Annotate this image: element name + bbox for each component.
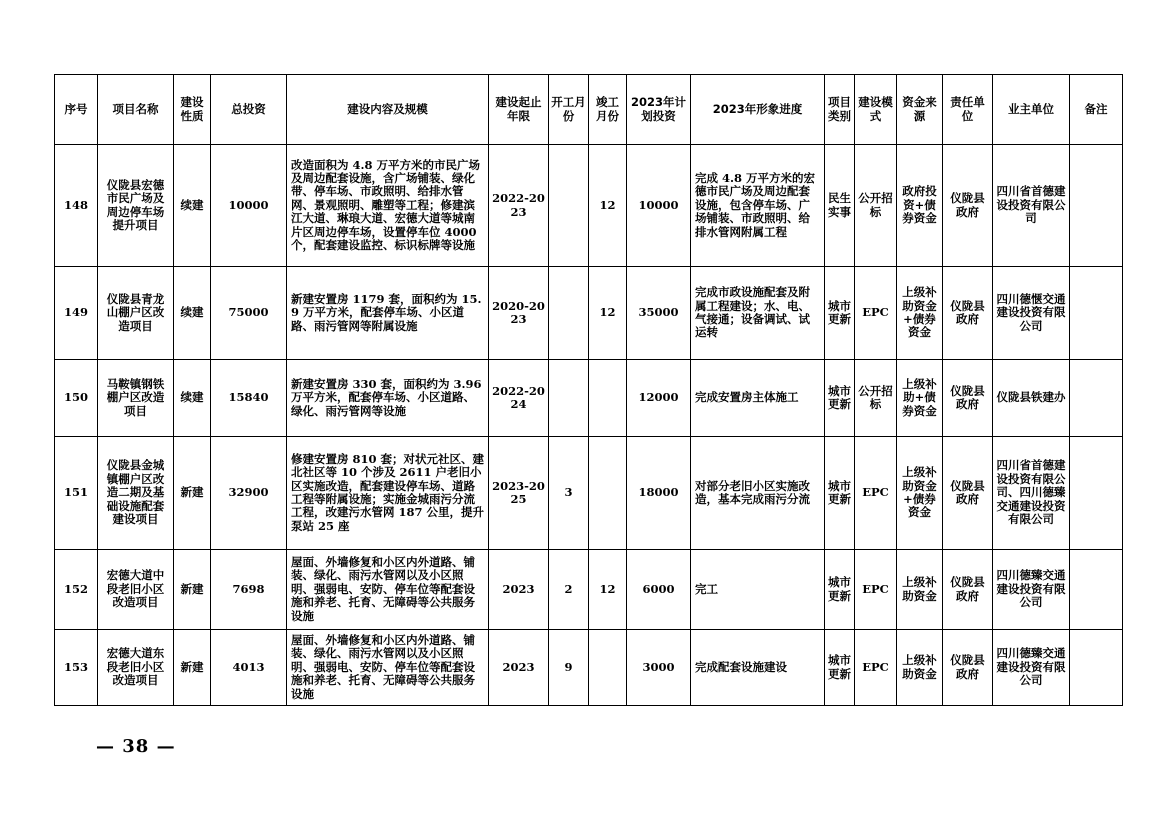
header-mode: 建设模式 (855, 75, 897, 145)
header-total: 总投资 (211, 75, 287, 145)
cell-remark (1070, 360, 1123, 437)
cell-category: 城市更新 (825, 630, 855, 706)
table-row (55, 267, 1123, 360)
cell-owner: 四川省首德建设投资有限公司、四川德臻交通建设投资有限公司 (993, 437, 1070, 550)
cell-nature: 续建 (174, 267, 211, 360)
cell-content: 修建安置房 810 套；对状元社区、建北社区等 10 个涉及 2611 户老旧小区实施改造，配套建设停车场、道路工程等附属设施；实施金城雨污分流工程，改建污水管网 187 公里，提升泵站 25 座 (287, 437, 489, 550)
header-plan2023: 2023年计划投资 (627, 75, 691, 145)
cell-resp: 仪陇县政府 (943, 360, 993, 437)
cell-fund: 上级补助资金 (897, 630, 943, 706)
header-period: 建设起止年限 (489, 75, 549, 145)
cell-progress: 完成市政设施配套及附属工程建设；水、电、气接通；设备调试、试运转 (691, 267, 825, 360)
header-remark: 备注 (1070, 75, 1123, 145)
header-resp: 责任单位 (943, 75, 993, 145)
cell-owner: 四川德臻交通建设投资有限公司 (993, 550, 1070, 630)
cell-nature: 续建 (174, 360, 211, 437)
cell-start-month: 2 (549, 550, 589, 630)
cell-owner: 四川德臻交通建设投资有限公司 (993, 630, 1070, 706)
cell-category: 城市更新 (825, 437, 855, 550)
cell-resp: 仪陇县政府 (943, 145, 993, 267)
cell-resp: 仪陇县政府 (943, 550, 993, 630)
project-table (54, 74, 1123, 706)
cell-resp: 仪陇县政府 (943, 630, 993, 706)
cell-remark (1070, 630, 1123, 706)
cell-period: 2023-2025 (489, 437, 549, 550)
cell-name: 马鞍镇钢铁棚户区改造项目 (98, 360, 174, 437)
header-name: 项目名称 (98, 75, 174, 145)
cell-fund: 上级补助资金+债券资金 (897, 437, 943, 550)
cell-content: 新建安置房 1179 套，面积约为 15.9 万平方米，配套停车场、小区道路、雨污管网等附属设施 (287, 267, 489, 360)
header-seq: 序号 (55, 75, 98, 145)
cell-progress: 完成 4.8 万平方米的宏德市民广场及周边配套设施，包含停车场、广场铺装、市政照明、给排水管网附属工程 (691, 145, 825, 267)
cell-owner: 四川德惬交通建设投资有限公司 (993, 267, 1070, 360)
cell-nature: 续建 (174, 145, 211, 267)
cell-progress: 完成安置房主体施工 (691, 360, 825, 437)
cell-end-month (589, 437, 627, 550)
cell-period: 2022-2023 (489, 145, 549, 267)
cell-name: 仪陇县宏德市民广场及周边停车场提升项目 (98, 145, 174, 267)
cell-name: 宏德大道中段老旧小区改造项目 (98, 550, 174, 630)
cell-name: 仪陇县青龙山棚户区改造项目 (98, 267, 174, 360)
cell-mode: EPC (855, 550, 897, 630)
cell-plan2023: 6000 (627, 550, 691, 630)
cell-total: 32900 (211, 437, 287, 550)
header-owner: 业主单位 (993, 75, 1070, 145)
cell-remark (1070, 145, 1123, 267)
header-start-month: 开工月份 (549, 75, 589, 145)
cell-resp: 仪陇县政府 (943, 437, 993, 550)
header-content: 建设内容及规模 (287, 75, 489, 145)
cell-total: 75000 (211, 267, 287, 360)
cell-owner: 四川省首德建设投资有限公司 (993, 145, 1070, 267)
cell-mode: EPC (855, 630, 897, 706)
cell-end-month (589, 630, 627, 706)
cell-seq: 153 (55, 630, 98, 706)
cell-total: 4013 (211, 630, 287, 706)
cell-progress: 完成配套设施建设 (691, 630, 825, 706)
cell-content: 屋面、外墙修复和小区内外道路、铺装、绿化、雨污水管网以及小区照明、强弱电、安防、停车位等配套设施和养老、托育、无障碍等公共服务设施 (287, 550, 489, 630)
cell-seq: 152 (55, 550, 98, 630)
header-nature: 建设性质 (174, 75, 211, 145)
cell-period: 2020-2023 (489, 267, 549, 360)
cell-end-month: 12 (589, 550, 627, 630)
header-category: 项目类别 (825, 75, 855, 145)
cell-fund: 上级补助资金+债券资金 (897, 267, 943, 360)
table-row (55, 360, 1123, 437)
cell-period: 2022-2024 (489, 360, 549, 437)
cell-category: 民生实事 (825, 145, 855, 267)
cell-remark (1070, 437, 1123, 550)
cell-category: 城市更新 (825, 267, 855, 360)
cell-period: 2023 (489, 550, 549, 630)
cell-seq: 148 (55, 145, 98, 267)
cell-mode: EPC (855, 437, 897, 550)
cell-total: 10000 (211, 145, 287, 267)
cell-plan2023: 12000 (627, 360, 691, 437)
cell-total: 15840 (211, 360, 287, 437)
cell-fund: 政府投资+债券资金 (897, 145, 943, 267)
cell-mode: 公开招标 (855, 145, 897, 267)
cell-start-month: 9 (549, 630, 589, 706)
cell-category: 城市更新 (825, 550, 855, 630)
cell-seq: 150 (55, 360, 98, 437)
cell-plan2023: 10000 (627, 145, 691, 267)
header-progress: 2023年形象进度 (691, 75, 825, 145)
cell-name: 仪陇县金城镇棚户区改造二期及基础设施配套建设项目 (98, 437, 174, 550)
cell-end-month: 12 (589, 145, 627, 267)
cell-mode: EPC (855, 267, 897, 360)
cell-mode: 公开招标 (855, 360, 897, 437)
table-row (55, 145, 1123, 267)
cell-start-month (549, 267, 589, 360)
cell-seq: 151 (55, 437, 98, 550)
cell-content: 改造面积为 4.8 万平方米的市民广场及周边配套设施，含广场铺装、绿化带、停车场、市政照明、给排水管网、景观照明、雕塑等工程；修建滨江大道、琳琅大道、宏德大道等城南片区周边停车场，设置停车位 4000 个，配套建设监控、标识标牌等设施 (287, 145, 489, 267)
cell-nature: 新建 (174, 550, 211, 630)
cell-name: 宏德大道东段老旧小区改造项目 (98, 630, 174, 706)
header-row (55, 75, 1123, 145)
table-row (55, 550, 1123, 630)
cell-resp: 仪陇县政府 (943, 267, 993, 360)
cell-seq: 149 (55, 267, 98, 360)
table-row (55, 630, 1123, 706)
cell-period: 2023 (489, 630, 549, 706)
cell-end-month (589, 360, 627, 437)
cell-owner: 仪陇县铁建办 (993, 360, 1070, 437)
cell-plan2023: 3000 (627, 630, 691, 706)
cell-progress: 对部分老旧小区实施改造，基本完成雨污分流 (691, 437, 825, 550)
cell-start-month (549, 145, 589, 267)
cell-fund: 上级补助资金 (897, 550, 943, 630)
page-number: — 38 — (96, 736, 176, 757)
cell-nature: 新建 (174, 437, 211, 550)
cell-progress: 完工 (691, 550, 825, 630)
header-end-month: 竣工月份 (589, 75, 627, 145)
cell-plan2023: 35000 (627, 267, 691, 360)
cell-content: 屋面、外墙修复和小区内外道路、铺装、绿化、雨污水管网以及小区照明、强弱电、安防、停车位等配套设施和养老、托育、无障碍等公共服务设施 (287, 630, 489, 706)
header-fund: 资金来源 (897, 75, 943, 145)
cell-remark (1070, 550, 1123, 630)
cell-fund: 上级补助+债券资金 (897, 360, 943, 437)
table-row (55, 437, 1123, 550)
cell-content: 新建安置房 330 套，面积约为 3.96 万平方米，配套停车场、小区道路、绿化、雨污管网等设施 (287, 360, 489, 437)
cell-total: 7698 (211, 550, 287, 630)
cell-nature: 新建 (174, 630, 211, 706)
cell-start-month (549, 360, 589, 437)
cell-category: 城市更新 (825, 360, 855, 437)
cell-remark (1070, 267, 1123, 360)
cell-plan2023: 18000 (627, 437, 691, 550)
cell-start-month: 3 (549, 437, 589, 550)
cell-end-month: 12 (589, 267, 627, 360)
